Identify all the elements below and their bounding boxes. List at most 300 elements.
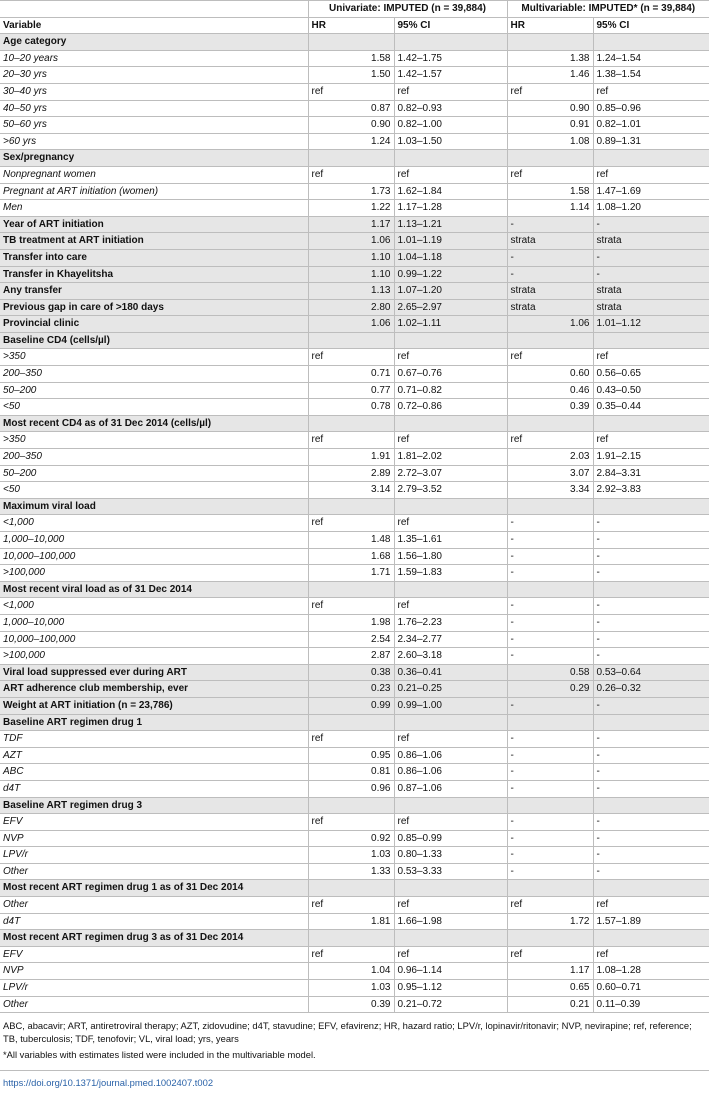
ci-multivariable-cell: -	[593, 780, 709, 797]
hr-multivariable-cell: strata	[507, 233, 593, 250]
hr-multivariable-cell: ref	[507, 432, 593, 449]
group-empty-cell	[394, 930, 507, 947]
table-row	[0, 283, 709, 300]
ci-multivariable-cell: -	[593, 532, 709, 549]
ci-univariate-cell: 1.02–1.11	[394, 316, 507, 333]
variable-cell: Weight at ART initiation (n = 23,786)	[0, 697, 308, 714]
variable-cell: d4T	[0, 780, 308, 797]
group-empty-cell	[507, 150, 593, 167]
ci-multivariable-cell: ref	[593, 166, 709, 183]
ci-univariate-cell: 0.86–1.06	[394, 747, 507, 764]
table-group-header-row	[0, 1, 709, 18]
variable-cell: 200–350	[0, 366, 308, 383]
hr-multivariable-column-header: HR	[507, 17, 593, 34]
hr-multivariable-cell: 2.03	[507, 449, 593, 466]
variable-cell: 50–60 yrs	[0, 117, 308, 134]
hr-multivariable-cell: -	[507, 747, 593, 764]
group-label: Maximum viral load	[0, 498, 308, 515]
variable-cell: Men	[0, 200, 308, 217]
variable-cell: Other	[0, 863, 308, 880]
hr-multivariable-cell: 3.34	[507, 482, 593, 499]
univariate-group-header: Univariate: IMPUTED (n = 39,884)	[308, 1, 507, 18]
table-row	[0, 249, 709, 266]
group-empty-cell	[308, 714, 394, 731]
ci-multivariable-cell: 0.53–0.64	[593, 664, 709, 681]
table-row	[0, 482, 709, 499]
table-group-row	[0, 880, 709, 897]
hr-multivariable-cell: 1.08	[507, 133, 593, 150]
hr-univariate-cell: ref	[308, 432, 394, 449]
table-row	[0, 830, 709, 847]
group-empty-cell	[394, 34, 507, 51]
ci-multivariable-cell: -	[593, 747, 709, 764]
ci-univariate-cell: 0.82–1.00	[394, 117, 507, 134]
variable-cell: <1,000	[0, 515, 308, 532]
hr-univariate-cell: 1.58	[308, 50, 394, 67]
table-row	[0, 814, 709, 831]
ci-univariate-cell: 1.07–1.20	[394, 283, 507, 300]
variable-cell: 50–200	[0, 465, 308, 482]
ci-univariate-cell: 0.71–0.82	[394, 382, 507, 399]
ci-univariate-cell: 2.79–3.52	[394, 482, 507, 499]
variable-cell: LPV/r	[0, 980, 308, 997]
variable-cell: Previous gap in care of >180 days	[0, 299, 308, 316]
ci-multivariable-cell: strata	[593, 283, 709, 300]
group-empty-cell	[593, 880, 709, 897]
table-group-row	[0, 930, 709, 947]
ci-multivariable-cell: -	[593, 548, 709, 565]
hr-univariate-cell: ref	[308, 166, 394, 183]
group-empty-cell	[394, 581, 507, 598]
table-row	[0, 863, 709, 880]
hr-univariate-cell: ref	[308, 515, 394, 532]
table-row	[0, 67, 709, 84]
variable-cell: 50–200	[0, 382, 308, 399]
hr-univariate-column-header: HR	[308, 17, 394, 34]
ci-univariate-cell: ref	[394, 515, 507, 532]
table-row	[0, 631, 709, 648]
ci-multivariable-cell: -	[593, 515, 709, 532]
ci-multivariable-cell: 1.08–1.28	[593, 963, 709, 980]
table-row	[0, 299, 709, 316]
ci-multivariable-cell: 0.43–0.50	[593, 382, 709, 399]
table-row	[0, 963, 709, 980]
table-row	[0, 996, 709, 1013]
variable-cell: 1,000–10,000	[0, 614, 308, 631]
hr-univariate-cell: 0.87	[308, 100, 394, 117]
hr-multivariable-cell: -	[507, 631, 593, 648]
hr-univariate-cell: 1.50	[308, 67, 394, 84]
ci-univariate-cell: 0.80–1.33	[394, 847, 507, 864]
group-empty-cell	[507, 581, 593, 598]
hr-multivariable-cell: ref	[507, 897, 593, 914]
variable-cell: >350	[0, 349, 308, 366]
group-empty-cell	[308, 498, 394, 515]
variable-cell: 10–20 years	[0, 50, 308, 67]
hr-multivariable-cell: 0.60	[507, 366, 593, 383]
table-row	[0, 133, 709, 150]
ci-univariate-cell: 1.66–1.98	[394, 913, 507, 930]
table-group-row	[0, 332, 709, 349]
hr-multivariable-cell: 0.58	[507, 664, 593, 681]
variable-cell: Any transfer	[0, 283, 308, 300]
group-empty-cell	[593, 415, 709, 432]
variable-cell: d4T	[0, 913, 308, 930]
ci-univariate-cell: ref	[394, 598, 507, 615]
variable-cell: TDF	[0, 731, 308, 748]
hr-univariate-cell: 1.10	[308, 266, 394, 283]
ci-multivariable-column-header: 95% CI	[593, 17, 709, 34]
group-empty-cell	[507, 415, 593, 432]
ci-multivariable-cell: ref	[593, 83, 709, 100]
group-empty-cell	[394, 498, 507, 515]
ci-multivariable-cell: 0.56–0.65	[593, 366, 709, 383]
hr-univariate-cell: 1.22	[308, 200, 394, 217]
hr-univariate-cell: 0.90	[308, 117, 394, 134]
hr-multivariable-cell: 0.29	[507, 681, 593, 698]
hr-univariate-cell: ref	[308, 731, 394, 748]
hr-multivariable-cell: 1.17	[507, 963, 593, 980]
ci-univariate-cell: 2.60–3.18	[394, 648, 507, 665]
hr-univariate-cell: 0.38	[308, 664, 394, 681]
ci-multivariable-cell: 1.91–2.15	[593, 449, 709, 466]
hr-univariate-cell: 1.03	[308, 980, 394, 997]
ci-multivariable-cell: 1.47–1.69	[593, 183, 709, 200]
hr-univariate-cell: 0.95	[308, 747, 394, 764]
group-label: Most recent viral load as of 31 Dec 2014	[0, 581, 308, 598]
table-row	[0, 233, 709, 250]
ci-multivariable-cell: 1.38–1.54	[593, 67, 709, 84]
variable-cell: Pregnant at ART initiation (women)	[0, 183, 308, 200]
table-row	[0, 216, 709, 233]
hr-univariate-cell: 2.80	[308, 299, 394, 316]
ci-multivariable-cell: -	[593, 731, 709, 748]
group-empty-cell	[308, 880, 394, 897]
variable-cell: 30–40 yrs	[0, 83, 308, 100]
hr-univariate-cell: 1.48	[308, 532, 394, 549]
hr-univariate-cell: 0.92	[308, 830, 394, 847]
hr-univariate-cell: 0.99	[308, 697, 394, 714]
ci-univariate-cell: 0.82–0.93	[394, 100, 507, 117]
table-row	[0, 399, 709, 416]
ci-univariate-cell: ref	[394, 897, 507, 914]
ci-multivariable-cell: -	[593, 266, 709, 283]
ci-univariate-cell: 0.21–0.72	[394, 996, 507, 1013]
hr-univariate-cell: 1.98	[308, 614, 394, 631]
ci-multivariable-cell: -	[593, 249, 709, 266]
table-row	[0, 366, 709, 383]
variable-cell: >350	[0, 432, 308, 449]
hr-multivariable-cell: -	[507, 548, 593, 565]
ci-univariate-cell: 2.65–2.97	[394, 299, 507, 316]
variable-cell: ABC	[0, 764, 308, 781]
hr-multivariable-cell: -	[507, 515, 593, 532]
group-empty-cell	[308, 930, 394, 947]
variable-cell: Other	[0, 897, 308, 914]
hr-multivariable-cell: 0.90	[507, 100, 593, 117]
ci-multivariable-cell: 2.84–3.31	[593, 465, 709, 482]
group-label: Baseline ART regimen drug 1	[0, 714, 308, 731]
table-row	[0, 847, 709, 864]
ci-univariate-cell: 0.85–0.99	[394, 830, 507, 847]
ci-univariate-cell: ref	[394, 166, 507, 183]
group-empty-cell	[507, 332, 593, 349]
table-row	[0, 697, 709, 714]
table-body	[0, 34, 709, 1013]
ci-univariate-cell: 1.04–1.18	[394, 249, 507, 266]
ci-multivariable-cell: 0.89–1.31	[593, 133, 709, 150]
ci-univariate-cell: 1.03–1.50	[394, 133, 507, 150]
doi-link[interactable]: https://doi.org/10.1371/journal.pmed.1002407.t002	[0, 1070, 709, 1094]
ci-multivariable-cell: 1.24–1.54	[593, 50, 709, 67]
ci-multivariable-cell: -	[593, 216, 709, 233]
hr-univariate-cell: 2.54	[308, 631, 394, 648]
table-row	[0, 382, 709, 399]
ci-multivariable-cell: strata	[593, 299, 709, 316]
ci-univariate-cell: 1.42–1.75	[394, 50, 507, 67]
hr-univariate-cell: 2.87	[308, 648, 394, 665]
hr-multivariable-cell: 1.06	[507, 316, 593, 333]
variable-cell: EFV	[0, 946, 308, 963]
table-row	[0, 316, 709, 333]
ci-multivariable-cell: 0.85–0.96	[593, 100, 709, 117]
ci-multivariable-cell: -	[593, 847, 709, 864]
table-row	[0, 648, 709, 665]
hr-multivariable-cell: ref	[507, 349, 593, 366]
group-empty-cell	[593, 797, 709, 814]
hr-univariate-cell: ref	[308, 897, 394, 914]
hr-univariate-cell: 1.81	[308, 913, 394, 930]
hr-multivariable-cell: 1.72	[507, 913, 593, 930]
group-empty-cell	[593, 332, 709, 349]
group-label: Baseline ART regimen drug 3	[0, 797, 308, 814]
variable-cell: TB treatment at ART initiation	[0, 233, 308, 250]
variable-cell: >60 yrs	[0, 133, 308, 150]
group-empty-cell	[308, 34, 394, 51]
hr-multivariable-cell: strata	[507, 299, 593, 316]
hr-univariate-cell: 1.33	[308, 863, 394, 880]
hr-univariate-cell: 0.23	[308, 681, 394, 698]
hr-multivariable-cell: ref	[507, 166, 593, 183]
ci-univariate-cell: 1.56–1.80	[394, 548, 507, 565]
variable-cell: LPV/r	[0, 847, 308, 864]
ci-multivariable-cell: 1.01–1.12	[593, 316, 709, 333]
ci-multivariable-cell: 0.82–1.01	[593, 117, 709, 134]
group-empty-cell	[308, 797, 394, 814]
variable-cell: <50	[0, 399, 308, 416]
ci-multivariable-cell: 0.11–0.39	[593, 996, 709, 1013]
hr-multivariable-cell: ref	[507, 83, 593, 100]
hr-multivariable-cell: -	[507, 532, 593, 549]
group-empty-cell	[593, 930, 709, 947]
ci-multivariable-cell: ref	[593, 349, 709, 366]
hr-univariate-cell: 0.81	[308, 764, 394, 781]
hr-univariate-cell: 0.78	[308, 399, 394, 416]
table-group-row	[0, 581, 709, 598]
variable-cell: EFV	[0, 814, 308, 831]
hr-multivariable-cell: -	[507, 814, 593, 831]
ci-univariate-cell: 1.76–2.23	[394, 614, 507, 631]
ci-multivariable-cell: -	[593, 598, 709, 615]
table-group-row	[0, 150, 709, 167]
ci-univariate-cell: 0.86–1.06	[394, 764, 507, 781]
group-empty-cell	[394, 880, 507, 897]
hr-multivariable-cell: -	[507, 598, 593, 615]
hr-multivariable-cell: 1.38	[507, 50, 593, 67]
hr-multivariable-cell: -	[507, 830, 593, 847]
table-row	[0, 166, 709, 183]
ci-univariate-cell: 0.72–0.86	[394, 399, 507, 416]
ci-multivariable-cell: -	[593, 565, 709, 582]
ci-univariate-cell: 0.99–1.22	[394, 266, 507, 283]
ci-univariate-cell: ref	[394, 83, 507, 100]
table-row	[0, 50, 709, 67]
hr-multivariable-cell: -	[507, 863, 593, 880]
hr-univariate-cell: 1.91	[308, 449, 394, 466]
hr-multivariable-cell: 0.46	[507, 382, 593, 399]
table-row	[0, 183, 709, 200]
ci-univariate-cell: 2.34–2.77	[394, 631, 507, 648]
group-label: Sex/pregnancy	[0, 150, 308, 167]
table-row	[0, 515, 709, 532]
variable-cell: 200–350	[0, 449, 308, 466]
group-empty-cell	[507, 930, 593, 947]
hr-multivariable-cell: -	[507, 648, 593, 665]
table-group-row	[0, 415, 709, 432]
variable-cell: Transfer into care	[0, 249, 308, 266]
ci-multivariable-cell: ref	[593, 946, 709, 963]
ci-multivariable-cell: 1.08–1.20	[593, 200, 709, 217]
group-empty-cell	[593, 498, 709, 515]
ci-univariate-cell: 1.62–1.84	[394, 183, 507, 200]
table-row	[0, 200, 709, 217]
ci-univariate-cell: 1.81–2.02	[394, 449, 507, 466]
table-row	[0, 946, 709, 963]
hr-univariate-cell: 0.39	[308, 996, 394, 1013]
ci-univariate-cell: 0.95–1.12	[394, 980, 507, 997]
group-empty-cell	[507, 498, 593, 515]
table-row	[0, 913, 709, 930]
table-row	[0, 565, 709, 582]
hr-univariate-cell: ref	[308, 946, 394, 963]
variable-cell: ART adherence club membership, ever	[0, 681, 308, 698]
ci-multivariable-cell: -	[593, 697, 709, 714]
group-empty-cell	[308, 415, 394, 432]
ci-multivariable-cell: -	[593, 614, 709, 631]
multivariable-group-header: Multivariable: IMPUTED* (n = 39,884)	[507, 1, 709, 18]
ci-univariate-cell: ref	[394, 432, 507, 449]
ci-multivariable-cell: -	[593, 648, 709, 665]
variable-cell: AZT	[0, 747, 308, 764]
hr-univariate-cell: 1.68	[308, 548, 394, 565]
hr-univariate-cell: 1.06	[308, 316, 394, 333]
group-empty-cell	[308, 581, 394, 598]
ci-univariate-cell: ref	[394, 349, 507, 366]
variable-cell: NVP	[0, 830, 308, 847]
hr-multivariable-cell: 0.65	[507, 980, 593, 997]
hr-multivariable-cell: ref	[507, 946, 593, 963]
hr-univariate-cell: 2.89	[308, 465, 394, 482]
ci-univariate-cell: 0.87–1.06	[394, 780, 507, 797]
hr-univariate-cell: ref	[308, 598, 394, 615]
hr-univariate-cell: 1.04	[308, 963, 394, 980]
hr-univariate-cell: ref	[308, 83, 394, 100]
table-row	[0, 117, 709, 134]
group-label: Baseline CD4 (cells/µl)	[0, 332, 308, 349]
ci-univariate-cell: 2.72–3.07	[394, 465, 507, 482]
hr-multivariable-cell: -	[507, 697, 593, 714]
table-group-row	[0, 797, 709, 814]
ci-univariate-cell: 0.53–3.33	[394, 863, 507, 880]
hr-univariate-cell: 1.06	[308, 233, 394, 250]
group-label: Most recent ART regimen drug 3 as of 31 Dec 2014	[0, 930, 308, 947]
hr-univariate-cell: 1.13	[308, 283, 394, 300]
group-empty-cell	[394, 797, 507, 814]
hr-multivariable-cell: 0.91	[507, 117, 593, 134]
group-empty-cell	[507, 34, 593, 51]
hr-univariate-cell: 0.96	[308, 780, 394, 797]
hr-univariate-cell: ref	[308, 814, 394, 831]
hr-multivariable-cell: -	[507, 847, 593, 864]
ci-univariate-cell: 0.21–0.25	[394, 681, 507, 698]
variable-cell: Viral load suppressed ever during ART	[0, 664, 308, 681]
table-row	[0, 83, 709, 100]
table-group-row	[0, 498, 709, 515]
ci-multivariable-cell: -	[593, 863, 709, 880]
table-group-row	[0, 714, 709, 731]
group-empty-cell	[394, 714, 507, 731]
group-empty-cell	[308, 150, 394, 167]
table-row	[0, 897, 709, 914]
variable-cell: 1,000–10,000	[0, 532, 308, 549]
hr-univariate-cell: 3.14	[308, 482, 394, 499]
hr-multivariable-cell: -	[507, 216, 593, 233]
hr-multivariable-cell: 1.46	[507, 67, 593, 84]
variable-cell: Other	[0, 996, 308, 1013]
table-row	[0, 780, 709, 797]
table-row	[0, 980, 709, 997]
group-empty-cell	[507, 714, 593, 731]
table-row	[0, 614, 709, 631]
table-row	[0, 349, 709, 366]
hr-multivariable-cell: -	[507, 614, 593, 631]
hr-multivariable-cell: 3.07	[507, 465, 593, 482]
group-empty-cell	[308, 332, 394, 349]
asterisk-footnote: *All variables with estimates listed were included in the multivariable model.	[3, 1049, 316, 1061]
table-row	[0, 731, 709, 748]
group-empty-cell	[507, 797, 593, 814]
hr-univariate-cell: 1.10	[308, 249, 394, 266]
hr-multivariable-cell: -	[507, 780, 593, 797]
ci-univariate-cell: 0.99–1.00	[394, 697, 507, 714]
hr-multivariable-cell: -	[507, 565, 593, 582]
hr-univariate-cell: 1.73	[308, 183, 394, 200]
variable-cell: <1,000	[0, 598, 308, 615]
variable-cell: NVP	[0, 963, 308, 980]
ci-univariate-cell: 1.01–1.19	[394, 233, 507, 250]
group-empty-cell	[507, 880, 593, 897]
hr-univariate-cell: 1.03	[308, 847, 394, 864]
ci-multivariable-cell: 0.26–0.32	[593, 681, 709, 698]
table-row	[0, 532, 709, 549]
ci-multivariable-cell: 2.92–3.83	[593, 482, 709, 499]
variable-cell: >100,000	[0, 648, 308, 665]
table-row	[0, 100, 709, 117]
variable-cell: >100,000	[0, 565, 308, 582]
group-empty-cell	[593, 34, 709, 51]
hr-univariate-cell: 1.17	[308, 216, 394, 233]
hr-multivariable-cell: 0.21	[507, 996, 593, 1013]
